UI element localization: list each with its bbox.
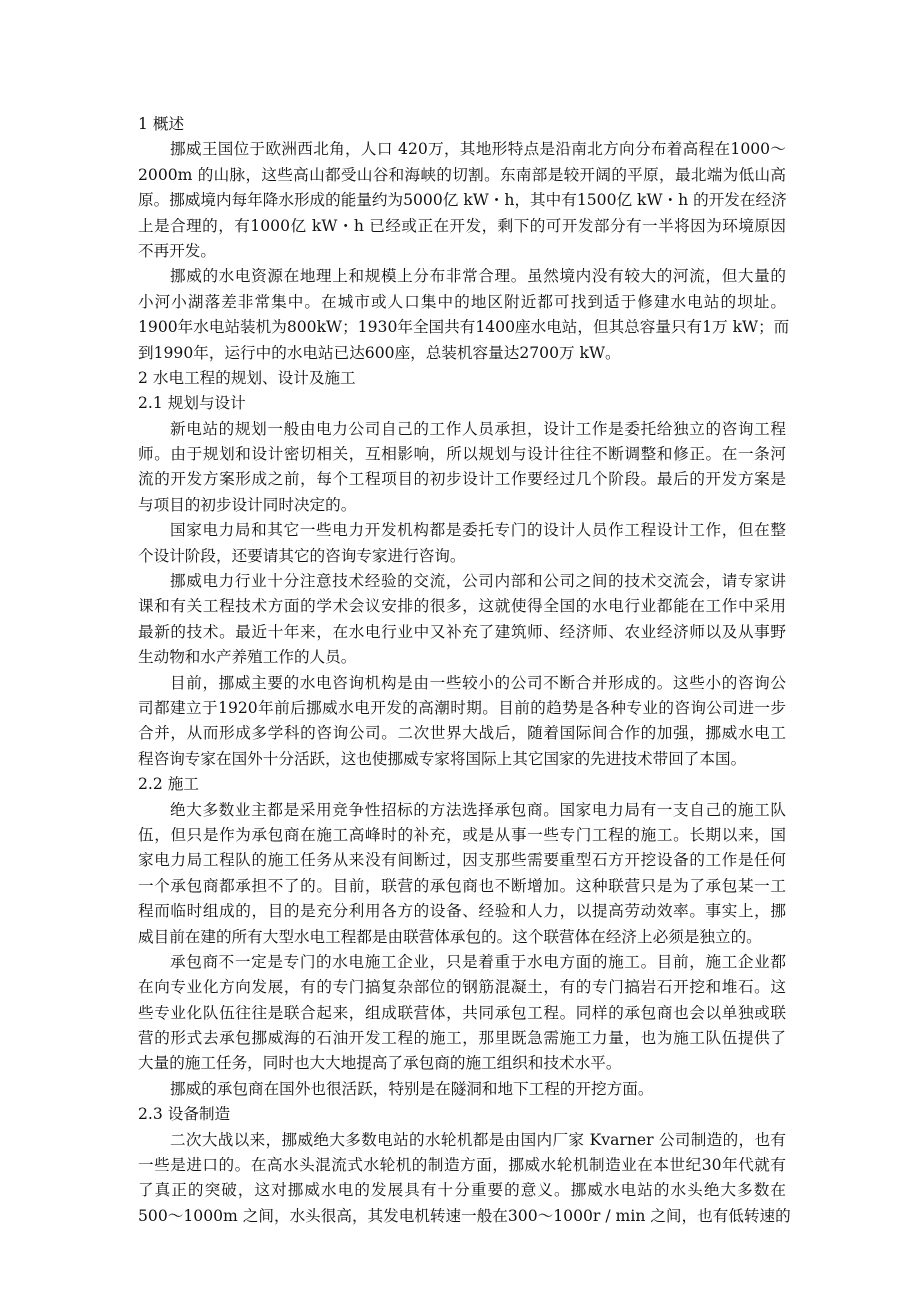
paragraph	[138, 950, 786, 1077]
document-body	[138, 112, 791, 1229]
paragraph	[138, 137, 786, 264]
heading-text: 2.3 设备制造	[138, 1105, 231, 1124]
text-line: 了真正的突破，这对挪威水电的发展具有十分重要的意义。挪威水电站的水头绝大多数在	[138, 1181, 786, 1200]
text-line: 课和有关工程技术方面的学术会议安排的很多，这就使得全国的水电行业都能在工作中采用	[138, 597, 786, 616]
text-line: 个设计阶段，还要请其它的咨询专家进行咨询。	[138, 546, 466, 565]
paragraph	[138, 518, 786, 569]
text-line: 挪威的承包商在国外也很活跃，特别是在隧洞和地下工程的开挖方面。	[170, 1079, 654, 1098]
heading-text: 2 水电工程的规划、设计及施工	[138, 368, 356, 387]
section-2-2-heading	[138, 772, 786, 797]
text-line: 挪威王国位于欧洲西北角，人口 420万，其地形特点是沿南北方向分布着高程在1000～	[170, 140, 786, 159]
text-line: 新电站的规划一般由电力公司自己的工作人员承担，设计工作是委托给独立的咨询工程	[170, 419, 786, 438]
text-line: 绝大多数业主都是采用竞争性招标的方法选择承包商。国家电力局有一支自己的施工队	[170, 800, 786, 819]
text-line: 在向专业化方向发展，有的专门搞复杂部位的钢筋混凝土，有的专门搞岩石开挖和堆石。这	[138, 978, 786, 997]
paragraph	[138, 264, 790, 366]
text-line: 国家电力局和其它一些电力开发机构都是委托专门的设计人员作工程设计工作，但在整	[170, 521, 786, 540]
text-line: 挪威电力行业十分注意技术经验的交流，公司内部和公司之间的技术交流会，请专家讲	[170, 572, 786, 591]
text-line: 程而临时组成的，目的是充分利用各方的设备、经验和人力，以提高劳动效率。事实上，挪	[138, 902, 786, 921]
text-line: 大量的施工任务，同时也大大地提高了承包商的施工组织和技术水平。	[138, 1054, 622, 1073]
paragraph	[138, 1128, 791, 1230]
section-1-heading	[138, 112, 786, 137]
paragraph	[138, 569, 786, 671]
section-2-3-heading	[138, 1102, 786, 1127]
text-line: 1900年水电站装机为800kW；1930年全国共有1400座水电站，但其总容量只有1万 kW；而	[138, 318, 790, 337]
paragraph	[138, 798, 786, 950]
text-line: 小河小湖落差非常集中。在城市或人口集中的地区附近都可找到适于修建水电站的坝址。	[138, 292, 786, 311]
section-2-1-heading	[138, 391, 786, 416]
text-line: 上是合理的，有1000亿 kW・h 已经或正在开发，剩下的可开发部分有一半将因为环境原因	[138, 216, 786, 235]
text-line: 最新的技术。最近十年来，在水电行业中又补充了建筑师、经济师、农业经济师以及从事野	[138, 622, 786, 641]
text-line: 威目前在建的所有大型水电工程都是由联营体承包的。这个联营体在经济上必须是独立的。	[138, 927, 762, 946]
text-line: 合并，从而形成多学科的咨询公司。二次世界大战后，随着国际间合作的加强，挪威水电工	[138, 724, 786, 743]
heading-text: 2.2 施工	[138, 775, 199, 794]
text-line: 一些是进口的。在高水头混流式水轮机的制造方面，挪威水轮机制造业在本世纪30年代就有	[138, 1156, 786, 1175]
text-line: 目前，挪威主要的水电咨询机构是由一些较小的公司不断合并形成的。这些小的咨询公	[170, 673, 786, 692]
text-line: 生动物和水产养殖工作的人员。	[138, 648, 357, 667]
text-line: 程咨询专家在国外十分活跃，这也使挪威专家将国际上其它国家的先进技术带回了本国。	[138, 749, 747, 768]
text-line: 营的形式去承包挪威海的石油开发工程的施工，那里既急需施工力量，也为施工队伍提供了	[138, 1029, 786, 1048]
text-line: 司都建立于1920年前后挪威水电开发的高潮时期。目前的趋势是各种专业的咨询公司进一步	[138, 698, 786, 717]
text-line: 些专业化队伍往往是联合起来，组成联营体，共同承包工程。同样的承包商也会以单独或联	[138, 1003, 786, 1022]
paragraph	[138, 671, 786, 773]
text-line: 原。挪威境内每年降水形成的能量约为5000亿 kW・h，其中有1500亿 kW・h 的开发在经济	[138, 191, 787, 210]
section-2-heading	[138, 366, 786, 391]
text-line: 2000m 的山脉，这些高山都受山谷和海峡的切割。东南部是较开阔的平原，最北端为低山高	[138, 165, 786, 184]
text-line: 挪威的水电资源在地理上和规模上分布非常合理。虽然境内没有较大的河流，但大量的	[170, 267, 786, 286]
heading-text: 1 概述	[138, 115, 185, 133]
paragraph	[138, 1077, 786, 1102]
text-line: 一个承包商都承担不了的。目前，联营的承包商也不断增加。这种联营只是为了承包某一工	[138, 876, 786, 895]
heading-text: 2.1 规划与设计	[138, 394, 246, 413]
text-line: 师。由于规划和设计密切相关，互相影响，所以规划与设计往往不断调整和修正。在一条河	[138, 445, 786, 464]
text-line: 不再开发。	[138, 241, 216, 260]
text-line: 到1990年，运行中的水电站已达600座，总装机容量达2700万 kW。	[138, 343, 621, 362]
text-line: 与项目的初步设计同时决定的。	[138, 495, 357, 514]
text-line: 家电力局工程队的施工任务从来没有间断过，因支那些需要重型石方开挖设备的工作是任何	[138, 851, 786, 870]
text-line: 伍，但只是作为承包商在施工高峰时的补充，或是从事一些专门工程的施工。长期以来，国	[138, 825, 786, 844]
text-line: 流的开发方案形成之前，每个工程项目的初步设计工作要经过几个阶段。最后的开发方案是	[138, 470, 786, 489]
text-line: 二次大战以来，挪威绝大多数电站的水轮机都是由国内厂家 Kvarner 公司制造的，也有	[170, 1130, 786, 1149]
text-line: 500～1000m 之间，水头很高，其发电机转速一般在300～1000r / min 之间，也有低转速的	[138, 1206, 791, 1225]
text-line: 承包商不一定是专门的水电施工企业，只是着重于水电方面的施工。目前，施工企业都	[170, 952, 786, 971]
paragraph	[138, 417, 786, 519]
